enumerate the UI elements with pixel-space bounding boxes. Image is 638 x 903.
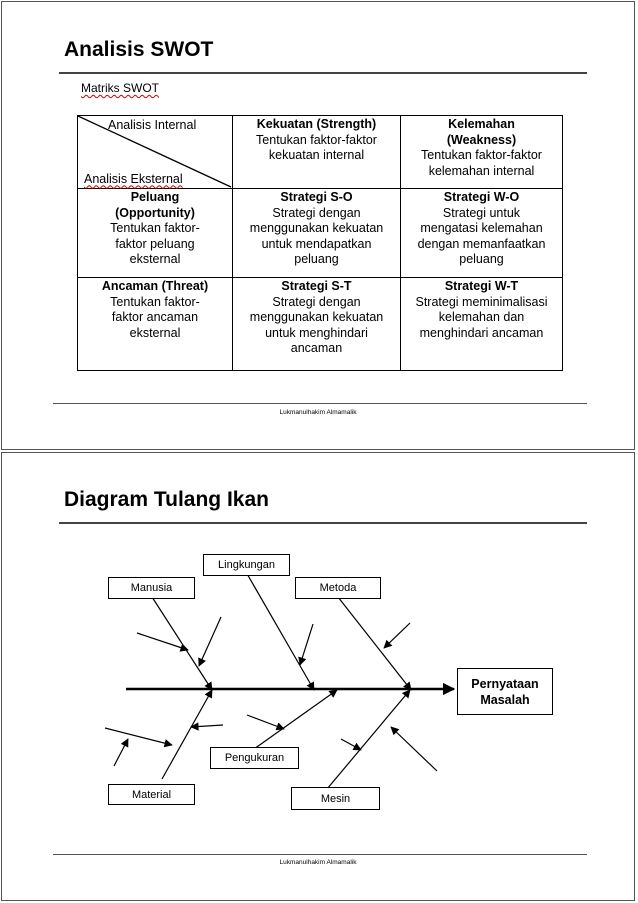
cause-box-material: Material <box>108 784 195 805</box>
so-strategy-cell <box>233 189 401 278</box>
weakness-title-line: (Weakness) <box>446 132 517 147</box>
wo-desc-line: dengan memanfaatkan <box>417 236 546 251</box>
opportunity-desc-line: faktor peluang <box>115 236 195 251</box>
slide-footer: Lukmanulhakim Almamalik <box>279 859 357 866</box>
strength-header-cell <box>233 116 401 189</box>
bone-metoda <box>338 597 411 690</box>
matrix-label: Matriks SWOT <box>81 81 159 95</box>
bone-manusia <box>152 597 212 690</box>
so-desc-line: untuk mendapatkan <box>261 236 372 251</box>
weakness-title-line: Kelemahan <box>448 117 515 131</box>
so-desc-line: menggunakan kekuatan <box>249 221 384 235</box>
footer-divider <box>53 403 587 404</box>
threat-desc-line: Tentukan faktor- <box>110 294 200 309</box>
wt-desc-line: kelemahan dan <box>438 310 525 324</box>
slide-footer: Lukmanulhakim Almamalik <box>279 409 357 416</box>
wo-strategy-cell <box>401 189 563 278</box>
threat-cell <box>78 278 233 371</box>
footer-divider <box>53 854 587 855</box>
st-title: Strategi S-T <box>281 279 352 293</box>
sub-cause-arrow <box>300 624 313 665</box>
diagonal-header-cell <box>78 116 233 189</box>
wt-desc-line: Strategi meminimalisasi <box>415 294 548 309</box>
sub-cause-arrow <box>391 727 437 771</box>
st-desc-line: menggunakan kekuatan <box>249 310 384 324</box>
threat-desc-line: faktor ancaman <box>111 310 199 324</box>
effect-line: Masalah <box>480 692 530 707</box>
bone-pengukuran <box>254 690 337 749</box>
cause-box-mesin: Mesin <box>291 787 380 810</box>
weakness-desc-line: kelemahan internal <box>428 163 535 178</box>
sub-cause-arrow <box>341 739 361 750</box>
st-strategy-cell <box>233 278 401 371</box>
strength-desc-line: kekuatan internal <box>268 148 365 162</box>
st-desc-line: untuk menghindari <box>265 325 368 340</box>
wo-desc-line: Strategi untuk <box>442 205 521 220</box>
opportunity-desc-line: eksternal <box>129 252 181 266</box>
sub-cause-arrow <box>247 715 284 729</box>
cause-box-lingkungan: Lingkungan <box>203 554 290 576</box>
bone-mesin <box>327 690 410 789</box>
st-desc-line: ancaman <box>290 341 343 355</box>
sub-cause-arrow <box>114 739 128 766</box>
strength-desc-line: Tentukan faktor-faktor <box>256 132 377 147</box>
diagonal-bottom-label: Analisis Eksternal <box>84 171 183 186</box>
cause-box-manusia: Manusia <box>108 577 195 599</box>
slide-fishbone <box>1 452 635 901</box>
sub-cause-arrow <box>105 728 172 745</box>
cause-box-metoda: Metoda <box>295 577 381 599</box>
effect-box <box>457 668 553 715</box>
opportunity-title-line: (Opportunity) <box>115 205 195 220</box>
wt-title: Strategi W-T <box>444 279 519 293</box>
swot-matrix <box>77 115 563 371</box>
sub-cause-arrow <box>199 617 221 666</box>
wo-desc-line: peluang <box>459 252 504 266</box>
wo-title: Strategi W-O <box>443 190 520 204</box>
wt-strategy-cell <box>401 278 563 371</box>
bone-material <box>162 690 212 779</box>
so-desc-line: Strategi dengan <box>272 205 361 220</box>
opportunity-desc-line: Tentukan faktor- <box>110 221 200 235</box>
so-desc-line: peluang <box>294 252 339 266</box>
title-divider <box>59 72 587 74</box>
slide-swot <box>1 1 635 450</box>
cause-box-pengukuran: Pengukuran <box>210 747 299 769</box>
strength-title: Kekuatan (Strength) <box>256 117 377 131</box>
effect-line: Pernyataan <box>471 676 539 691</box>
sub-cause-arrow <box>191 725 223 727</box>
opportunity-cell <box>78 189 233 278</box>
weakness-desc-line: Tentukan faktor-faktor <box>421 148 542 162</box>
opportunity-title-line: Peluang <box>130 190 180 204</box>
sub-cause-arrow <box>384 623 410 648</box>
threat-title: Ancaman (Threat) <box>101 279 209 293</box>
slide-title: Analisis SWOT <box>64 38 214 61</box>
diagonal-top-label: Analisis Internal <box>108 118 197 132</box>
so-title: Strategi S-O <box>280 190 353 204</box>
wo-desc-line: mengatasi kelemahan <box>420 221 543 235</box>
threat-desc-line: eksternal <box>129 325 181 340</box>
st-desc-line: Strategi dengan <box>272 294 361 309</box>
slide-title: Diagram Tulang Ikan <box>64 488 269 511</box>
wt-desc-line: menghindari ancaman <box>419 325 544 340</box>
weakness-header-cell <box>401 116 563 189</box>
